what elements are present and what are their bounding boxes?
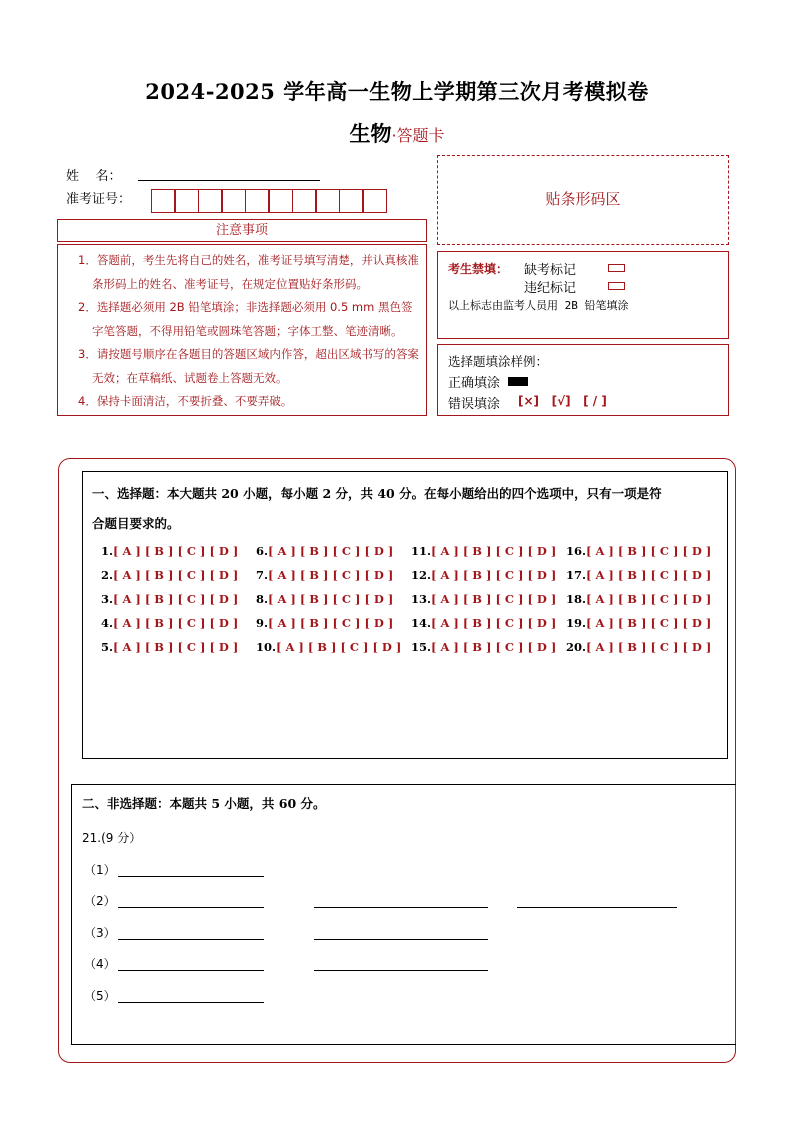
mcq-question[interactable] (411, 640, 556, 654)
section2-heading: 二、非选择题：本题共 5 小题，共 60 分。 (82, 796, 326, 811)
mcq-options[interactable]: [ A ] [ B ] [ C ] [ D ] (431, 544, 557, 558)
mcq-question[interactable] (101, 568, 238, 582)
id-digit-box[interactable] (221, 189, 246, 213)
mcq-question[interactable] (566, 592, 711, 606)
mcq-options[interactable]: [ A ] [ B ] [ C ] [ D ] (431, 616, 557, 630)
wrong-fill-label: 错误填涂 (448, 397, 501, 412)
mcq-number: 11. (411, 544, 432, 558)
mcq-options[interactable]: [ A ] [ B ] [ C ] [ D ] (113, 568, 239, 582)
mcq-question[interactable] (101, 544, 238, 558)
answer-line-2b[interactable] (314, 906, 488, 908)
mcq-options[interactable]: [ A ] [ B ] [ C ] [ D ] (276, 640, 402, 654)
mcq-number: 1. (101, 544, 114, 558)
mcq-question[interactable] (101, 640, 238, 654)
section1-heading-line2: 合题目要求的。 (92, 516, 180, 531)
mcq-number: 6. (256, 544, 269, 558)
mcq-number: 3. (101, 592, 114, 606)
answer-line-2c[interactable] (517, 906, 677, 908)
id-digit-box[interactable] (151, 189, 176, 213)
mcq-question[interactable] (566, 568, 711, 582)
mcq-options[interactable]: [ A ] [ B ] [ C ] [ D ] (268, 592, 394, 606)
part-5-label: （5） (84, 989, 116, 1003)
mcq-options[interactable]: [ A ] [ B ] [ C ] [ D ] (113, 640, 239, 654)
id-digit-box[interactable] (198, 189, 223, 213)
fill-example-title: 选择题填涂样例： (448, 354, 549, 369)
notes-header (57, 219, 427, 242)
violation-label: 违纪标记 (524, 281, 577, 296)
mcq-question[interactable] (411, 568, 556, 582)
note-item: 2．选择题必须用 2B 铅笔填涂；非选择题必须用 0.5 mm 黑色签字笔答题，不得用铅笔或圆珠笔答题；字体工整、笔迹清晰。 (78, 300, 413, 338)
answer-line-1a[interactable] (118, 875, 264, 877)
id-digit-box[interactable] (174, 189, 199, 213)
mcq-question[interactable] (101, 592, 238, 606)
mcq-number: 8. (256, 592, 269, 606)
name-label: 姓 名： (66, 169, 122, 184)
mcq-options[interactable]: [ A ] [ B ] [ C ] [ D ] (586, 592, 712, 606)
mcq-question[interactable] (256, 592, 393, 606)
id-digit-box[interactable] (315, 189, 340, 213)
answer-line-4b[interactable] (314, 969, 488, 971)
correct-fill-sample (508, 377, 528, 386)
id-digit-box[interactable] (362, 189, 387, 213)
forbidden-note: 以上标志由监考人员用 2B 铅笔填涂 (448, 299, 629, 312)
mcq-options[interactable]: [ A ] [ B ] [ C ] [ D ] (113, 544, 239, 558)
answer-line-2a[interactable] (118, 906, 264, 908)
absent-label: 缺考标记 (524, 263, 577, 278)
mcq-question[interactable] (566, 544, 711, 558)
note-item: 1．答题前，考生先将自己的姓名，准考证号填写清楚，并认真核准条形码上的姓名、准考证号，在规定位置贴好条形码。 (78, 253, 419, 291)
note-item: 4．保持卡面清洁，不要折叠、不要弄破。 (78, 394, 293, 408)
mcq-number: 15. (411, 640, 432, 654)
fill-example-box (437, 344, 729, 416)
answer-line-4a[interactable] (118, 969, 264, 971)
question-21-label: 21.(9 分） (82, 831, 142, 845)
mcq-question[interactable] (566, 616, 711, 630)
name-field[interactable] (138, 180, 320, 181)
answer-line-5a[interactable] (118, 1001, 264, 1003)
violation-mark-box[interactable] (608, 282, 625, 290)
mcq-number: 5. (101, 640, 114, 654)
correct-fill-label: 正确填涂 (448, 376, 501, 391)
part-4-label: （4） (84, 957, 116, 971)
section1-heading-line1: 一、选择题：本大题共 20 小题，每小题 2 分，共 40 分。在每小题给出的四个选项中，只有一项是符 (92, 486, 662, 501)
mcq-number: 7. (256, 568, 269, 582)
mcq-number: 16. (566, 544, 587, 558)
subject-label: 生物 (349, 121, 392, 146)
wrong-mark-check: [√] (551, 394, 571, 408)
mcq-options[interactable]: [ A ] [ B ] [ C ] [ D ] (431, 592, 557, 606)
forbidden-label: 考生禁填： (448, 262, 509, 276)
mcq-options[interactable]: [ A ] [ B ] [ C ] [ D ] (586, 568, 712, 582)
mcq-number: 19. (566, 616, 587, 630)
notes-box (57, 244, 427, 416)
mcq-question[interactable] (256, 616, 393, 630)
mcq-options[interactable]: [ A ] [ B ] [ C ] [ D ] (268, 568, 394, 582)
mcq-number: 20. (566, 640, 587, 654)
id-digit-box[interactable] (268, 189, 293, 213)
mcq-number: 10. (256, 640, 277, 654)
mcq-options[interactable]: [ A ] [ B ] [ C ] [ D ] (431, 568, 557, 582)
section1-box (82, 471, 728, 759)
part-3-label: （3） (84, 926, 116, 940)
id-digit-box[interactable] (339, 189, 364, 213)
mcq-question[interactable] (101, 616, 238, 630)
note-item: 3．请按题号顺序在各题目的答题区域内作答，超出区域书写的答案无效；在草稿纸、试题卷上答题无效。 (78, 347, 419, 385)
page-title: 2024-2025 学年高一生物上学期第三次月考模拟卷 (145, 79, 649, 104)
mcq-number: 2. (101, 568, 114, 582)
part-1-label: （1） (84, 863, 116, 877)
mcq-question[interactable] (411, 544, 556, 558)
id-label: 准考证号： (66, 192, 132, 207)
mcq-options[interactable]: [ A ] [ B ] [ C ] [ D ] (268, 544, 394, 558)
subtitle (0, 118, 794, 148)
section2-box (71, 784, 736, 1045)
mcq-number: 18. (566, 592, 587, 606)
mcq-question[interactable] (411, 592, 556, 606)
mcq-options[interactable]: [ A ] [ B ] [ C ] [ D ] (113, 592, 239, 606)
card-label: ·答题卡 (391, 126, 445, 145)
part-2-label: （2） (84, 894, 116, 908)
mcq-question[interactable] (256, 640, 401, 654)
mcq-number: 9. (256, 616, 269, 630)
id-boxes[interactable] (152, 189, 387, 213)
mcq-number: 13. (411, 592, 432, 606)
mcq-options[interactable]: [ A ] [ B ] [ C ] [ D ] (431, 640, 557, 654)
mcq-number: 14. (411, 616, 432, 630)
absent-mark-box[interactable] (608, 264, 625, 272)
answer-line-3a[interactable] (118, 938, 264, 940)
mcq-question[interactable] (566, 640, 711, 654)
mcq-question[interactable] (256, 544, 393, 558)
mcq-number: 12. (411, 568, 432, 582)
mcq-options[interactable]: [ A ] [ B ] [ C ] [ D ] (586, 616, 712, 630)
mcq-options[interactable]: [ A ] [ B ] [ C ] [ D ] (113, 616, 239, 630)
forbidden-box (437, 251, 729, 339)
id-digit-box[interactable] (245, 189, 270, 213)
answer-line-3b[interactable] (314, 938, 488, 940)
notes-title: 注意事项 (215, 223, 268, 238)
barcode-area (437, 155, 729, 245)
barcode-label: 贴条形码区 (545, 190, 621, 208)
mcq-number: 17. (566, 568, 587, 582)
mcq-options[interactable]: [ A ] [ B ] [ C ] [ D ] (586, 544, 712, 558)
mcq-options[interactable]: [ A ] [ B ] [ C ] [ D ] (586, 640, 712, 654)
wrong-mark-slash: [ / ] (583, 394, 607, 408)
mcq-question[interactable] (411, 616, 556, 630)
id-digit-box[interactable] (292, 189, 317, 213)
mcq-question[interactable] (256, 568, 393, 582)
mcq-options[interactable]: [ A ] [ B ] [ C ] [ D ] (268, 616, 394, 630)
mcq-number: 4. (101, 616, 114, 630)
wrong-mark-x: [×] (518, 394, 540, 408)
